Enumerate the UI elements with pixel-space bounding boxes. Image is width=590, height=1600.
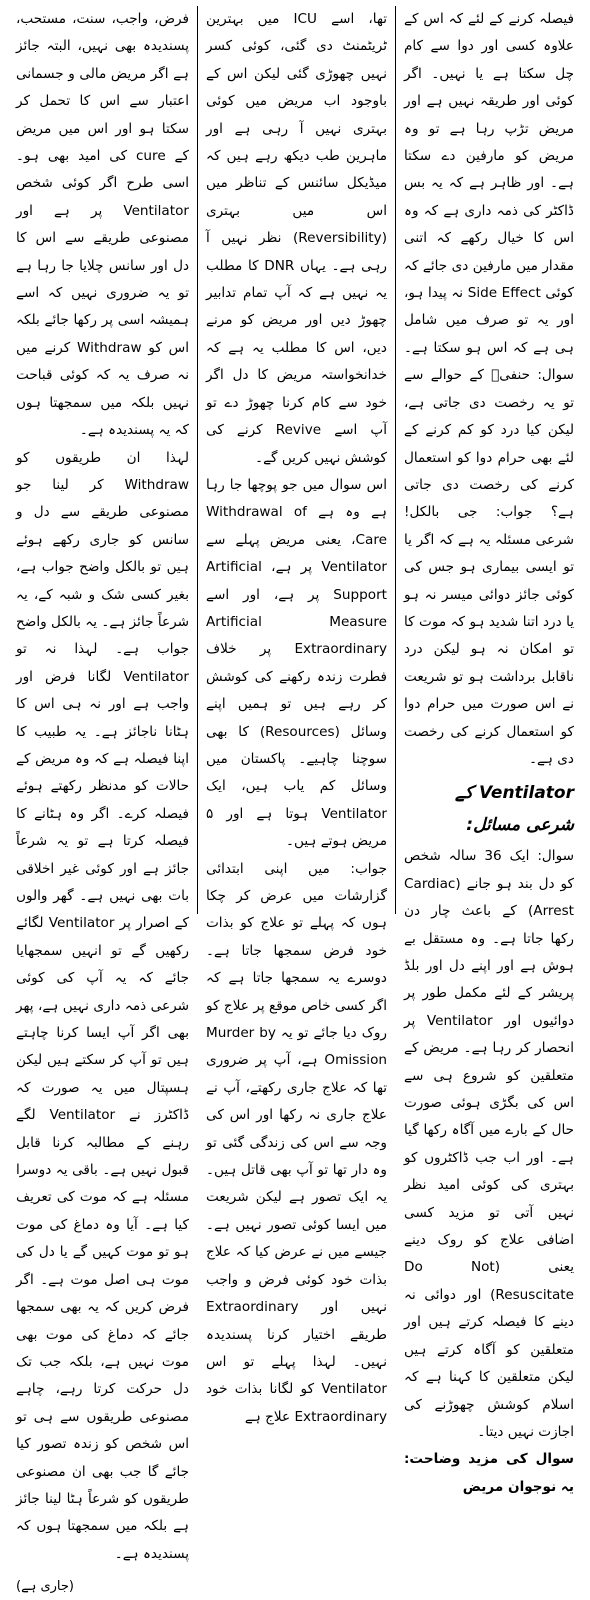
column-middle-paragraph-2: اس سوال میں جو پوچھا جا رہا ہے وہ ہے Withdrawal of Care، یعنی مریض پہلے سے Ventilator پر ہے، Artificial Support پر ہے، اور اسے Artificial Measure Extraordinary پر خلاف فطرت زندہ رکھنے کی کوشش کر رہے ہیں تو ہمیں اپنے وسائل (Resources) کا بھی سوچنا چاہیے۔ پاکستان میں وسائل کم یاب ہیں، ایک Ventilator ہوتا ہے اور ۵ مریض ہوتے ہیں۔ [206,476,388,850]
section-heading-ventilator: Ventilator کے شرعی مسائل: [455,783,574,836]
column-left-paragraph-2: لہذا ان طریقوں کو Withdraw کر لینا جو مصنوعی طریقے سے دل و سانس کو جاری رکھے ہوئے ہیں تو بالکل واضح جواب ہے، بغیر کسی شک و شبہ کے، یہ شرعاً جائز ہے۔ یہ بالکل واضح جواب ہے۔ لہذا نہ تو Ventilator لگانا فرض اور واجب ہے اور نہ ہی اس کا ہٹانا ناجائز ہے۔ یہ طبیب کا اپنا فیصلہ ہے کہ وہ مریض کے حالات کو مدنظر رکھتے ہوئے فیصلہ کرے۔ اگر وہ ہٹانے کا فیصلہ کرتا ہے تو یہ شرعاً جائز ہے اور کوئی غیر اخلاقی بات بھی نہیں ہے۔ گھر والوں کے اصرار پر Ventilator لگائے رکھیں گے تو انہیں سمجھایا جائے کہ یہ آپ کی کوئی شرعی ذمہ داری نہیں ہے، پھر بھی اگر آپ ایسا کرنا چاہتے ہیں تو آپ کر سکتے ہیں لیکن ہسپتال میں یہ صورت کہ ڈاکٹرز نے Ventilator لگے رہنے کے مطالبہ کرنا قابل قبول نہیں ہے۔ باقی یہ دوسرا مسئلہ ہے کہ موت کی تعریف کیا ہے۔ آیا وہ دماغ کی موت ہو تو موت کہیں گے یا دل کی موت ہی اصل موت ہے۔ اگر فرض کریں کہ یہ بھی سمجھا جائے کہ دماغ کی موت بھی موت نہیں ہے، بلکہ جب تک دل حرکت کرتا رہے، چاہے مصنوعی طریقوں سے ہی تو اس شخص کو زندہ تصور کیا جائے گا جب بھی ان مصنوعی طریقوں کو شرعاً ہٹا لینا جائز ہے بلکہ میں سمجھتا ہوں کہ پسندیدہ ہے۔ [16,449,189,1562]
column-right [396,6,582,1495]
column-right-paragraph-2: سوال: ایک 36 سالہ شخص کو دل بند ہو جانے (Cardiac Arrest) کے باعث چار دن رکھا جاتا ہے۔ وہ مستقل بے ہوش ہے اور اپنے دل اور بلڈ پریشر کے لئے مکمل طور پر دوائیوں اور Ventilator پر انحصار کر رہا ہے۔ مریض کے متعلقین کو شروع ہی سے اس کی بگڑی ہوئی صورت حال کے بارے میں آگاہ رکھا گیا ہے۔ اور اب جب ڈاکٹروں کو بہتری کی کوئی امید نظر نہیں آتی تو مزید کسی اضافی علاج کو روک دینے یعنی (Do Not Resuscitate) اور دوائی نہ دینے کا فیصلہ کرتے ہیں اور متعلقین کو آگاہ کرتے ہیں لیکن متعلقین کا کہنا ہے کہ اسلام کوشش چھوڑنے کی اجازت نہیں دیتا۔ [404,848,574,1440]
continued-note: (جاری ہے) [16,1579,74,1595]
article-page [8,6,582,1595]
column-middle [197,6,396,1425]
column-middle-paragraph-3: جواب: میں اپنی ابتدائی گزارشات میں عرض کر چکا ہوں کہ پہلے تو علاج کو بذات خود فرض سمجھا جاتا ہے۔ دوسرے یہ سمجھا جاتا ہے کہ اگر کسی خاص موقع پر علاج کو روک دیا جائے تو یہ Murder by Omission ہے، آپ پر ضروری تھا کہ علاج جاری رکھتے، آپ نے علاج جاری نہ رکھا اور اس کی وجہ سے اس کی زندگی گئی تو وہ دار تھا تو آپ بھی قاتل ہیں۔ یہ ایک تصور ہے لیکن شریعت میں ایسا کوئی تصور نہیں ہے۔ جیسے میں نے عرض کیا کہ علاج بذات خود کوئی فرض و واجب نہیں اور Extraordinary طریقے اختیار کرنا پسندیدہ نہیں۔ لہذا پہلے تو اس Ventilator کو لگانا بذات خود Extraordinary علاج ہے [206,860,387,1425]
column-right-paragraph-1: فیصلہ کرنے کے لئے کہ اس کے علاوہ کسی اور دوا سے کام چل سکتا ہے یا نہیں۔ اگر کوئی اور طریقہ نہیں ہے اور مریض تڑپ رہا ہے تو وہ مریض کو مارفین دے سکتا ہے۔ اور ظاہر ہے کہ یہ بس ڈاکٹر کی ذمہ داری ہے کہ وہ اس کا خیال رکھے کہ اتنی مقدار میں مارفین دی جائے کہ کوئی Side Effect نہ پیدا ہو، اور یہ تو صرف میں شامل ہی ہے کہ اس ہو سکتا ہے۔ سوال: حنفیؒ کے حوالے سے تو یہ رخصت دی جاتی ہے، لیکن کیا درد کو کم کرنے کے لئے بھی حرام دوا کو استعمال کرنے کی رخصت دی جاتی ہے؟ جواب: جی بالکل! شرعی مسئلہ یہ ہے کہ اگر یا تو ایسی بیماری ہو جس کی کوئی جائز دوائی میسر نہ ہو یا درد اتنا شدید ہو کہ موت کا تو امکان نہ ہو لیکن درد ناقابل برداشت ہو تو شریعت نے اس صورت میں حرام دوا کو استعمال کرنے کی رخصت دی ہے۔ [404,11,574,767]
column-middle-paragraph-1: تھا، اسے ICU میں بہترین ٹریٹمنٹ دی گئی، کوئی کسر نہیں چھوڑی گئی لیکن اس کے باوجود اب مریض میں کوئی بہتری نہیں آ رہی ہے اور ماہرین طب دیکھ رہے ہیں کہ میڈیکل سائنس کے تناظر میں اس میں بہتری (Reversibility) نظر نہیں آ رہی ہے۔ یہاں DNR کا مطلب یہ نہیں ہے کہ آپ تمام تدابیر چھوڑ دیں اور مریض کو مرنے دیں، اس کا مطلب یہ ہے کہ خدانخواستہ مریض کا دل اگر خود سے کام کرنا چھوڑ دے تو آپ اسے Revive کرنے کی کوشش نہیں کریں گے۔ [206,11,388,466]
column-left-paragraph-1: فرض، واجب، سنت، مستحب، پسندیدہ بھی نہیں، البتہ جائز ہے اگر مریض مالی و جسمانی اعتبار سے اس کا تحمل کر سکتا ہو اور اس میں مریض کے cure کی امید بھی ہو۔ اسی طرح اگر کوئی شخص Ventilator پر ہے اور مصنوعی طریقے سے اس کا دل اور سانس چلایا جا رہا ہے تو یہ ضروری نہیں کہ اسے ہمیشہ اسی پر رکھا جائے بلکہ اس کو Withdraw کرنے میں نہ صرف یہ کہ کوئی قباحت نہیں بلکہ میں سمجھتا ہوں کہ یہ پسندیدہ ہے۔ [16,11,189,439]
column-left [8,6,197,1595]
column-right-paragraph-3: سوال کی مزید وضاحت: یہ نوجوان مریض [404,1451,574,1495]
